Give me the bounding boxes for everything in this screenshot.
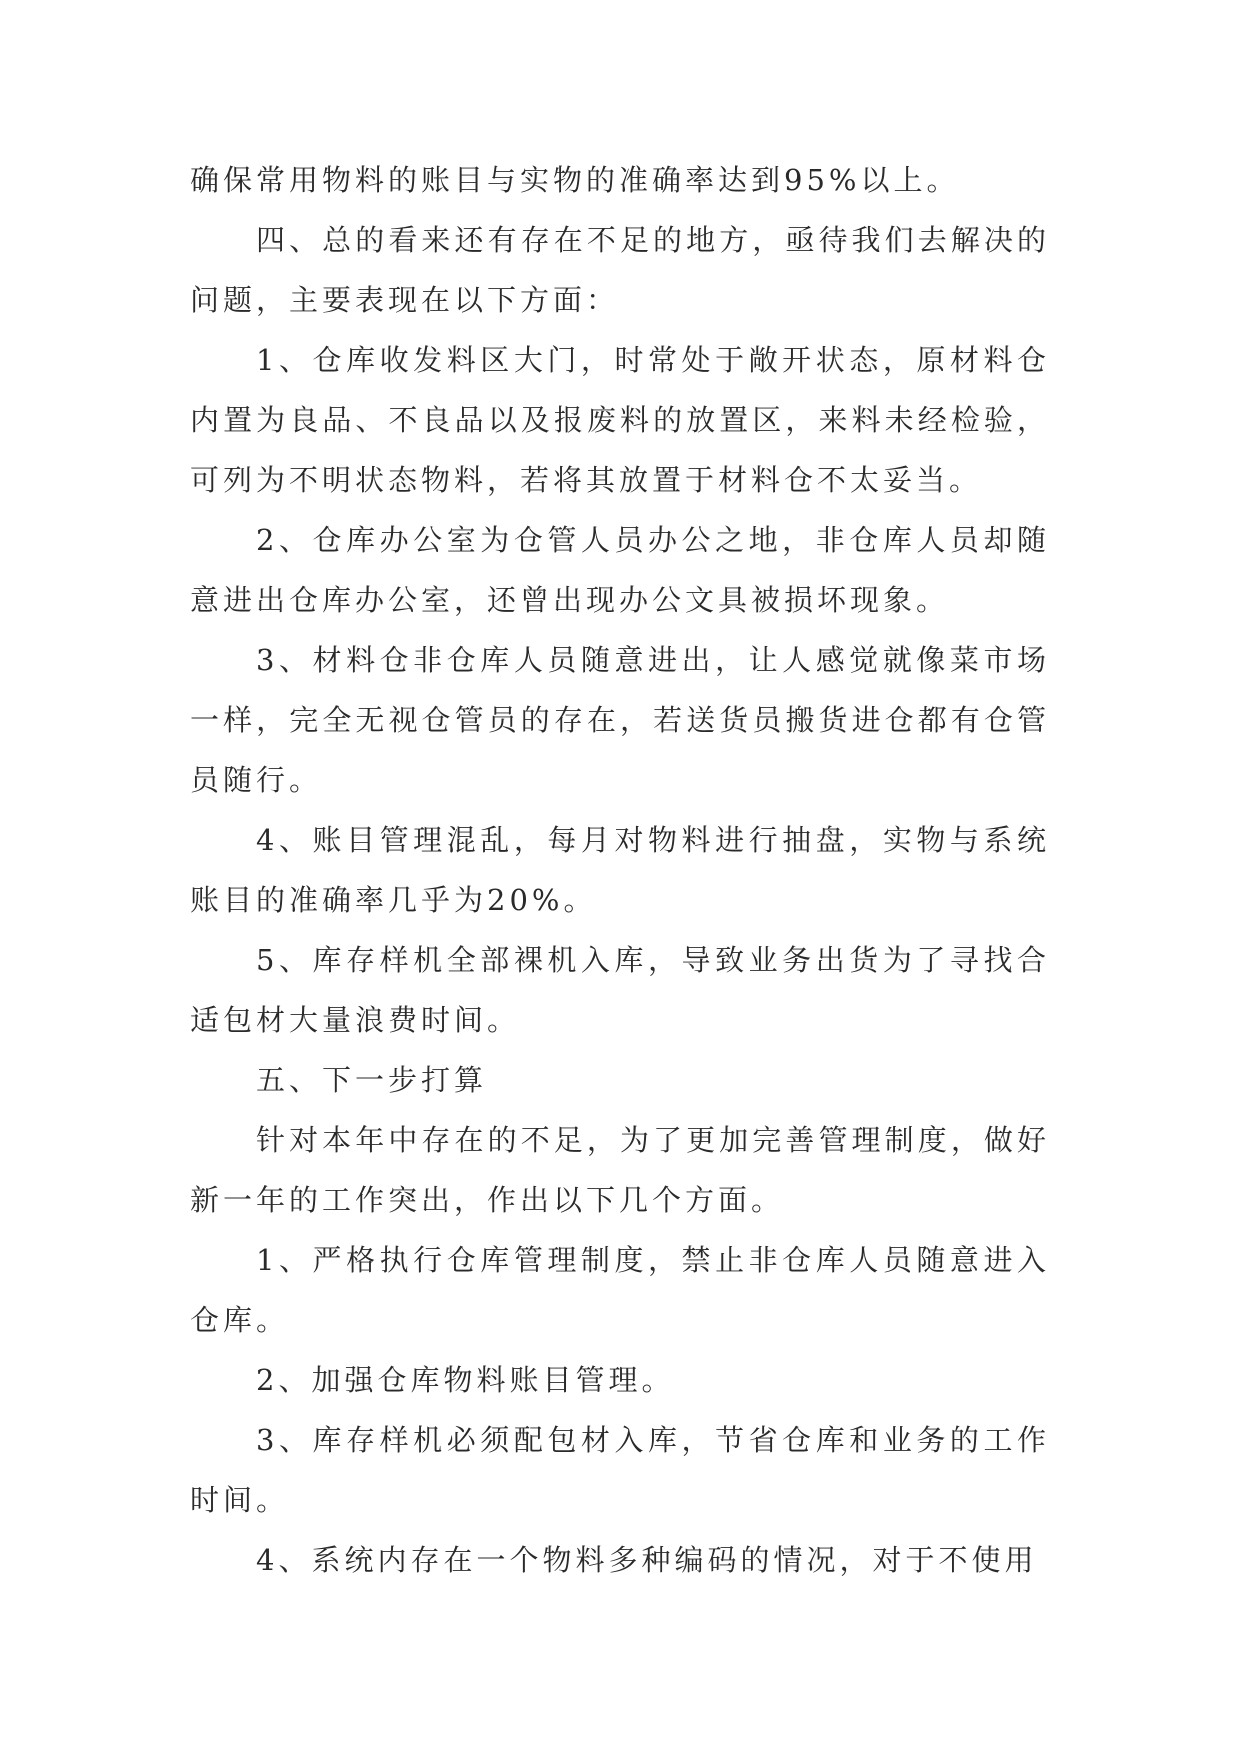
issue-item-4: 4、账目管理混乱，每月对物料进行抽盘，实物与系统账目的准确率几乎为20%。 [190, 823, 1050, 917]
issue-item-2: 2、仓库办公室为仓管人员办公之地，非仓库人员却随意进出仓库办公室，还曾出现办公文具被损坏现象。 [190, 523, 1050, 617]
plan-item-4: 4、系统内存在一个物料多种编码的情况，对于不使用 [256, 1543, 1038, 1577]
section-four-heading-paragraph: 四、总的看来还有存在不足的地方，亟待我们去解决的问题，主要表现在以下方面： [190, 223, 1050, 317]
plan-item-2: 2、加强仓库物料账目管理。 [256, 1363, 675, 1397]
plan-intro-paragraph: 针对本年中存在的不足，为了更加完善管理制度，做好新一年的工作突出，作出以下几个方面。 [190, 1123, 1050, 1217]
paragraph-continuation: 确保常用物料的账目与实物的准确率达到95%以上。 [190, 163, 960, 197]
issue-item-5: 5、库存样机全部裸机入库，导致业务出货为了寻找合适包材大量浪费时间。 [190, 943, 1050, 1037]
issue-item-1: 1、仓库收发料区大门，时常处于敞开状态，原材料仓内置为良品、不良品以及报废料的放置区，来料未经检验，可列为不明状态物料，若将其放置于材料仓不太妥当。 [190, 343, 1050, 497]
issue-item-3: 3、材料仓非仓库人员随意进出，让人感觉就像菜市场一样，完全无视仓管员的存在，若送货员搬货进仓都有仓管员随行。 [190, 643, 1050, 797]
plan-item-3: 3、库存样机必须配包材入库，节省仓库和业务的工作时间。 [190, 1423, 1050, 1517]
plan-item-1: 1、严格执行仓库管理制度，禁止非仓库人员随意进入仓库。 [190, 1243, 1050, 1337]
section-five-heading: 五、下一步打算 [256, 1063, 488, 1097]
document-body [190, 150, 1050, 1590]
